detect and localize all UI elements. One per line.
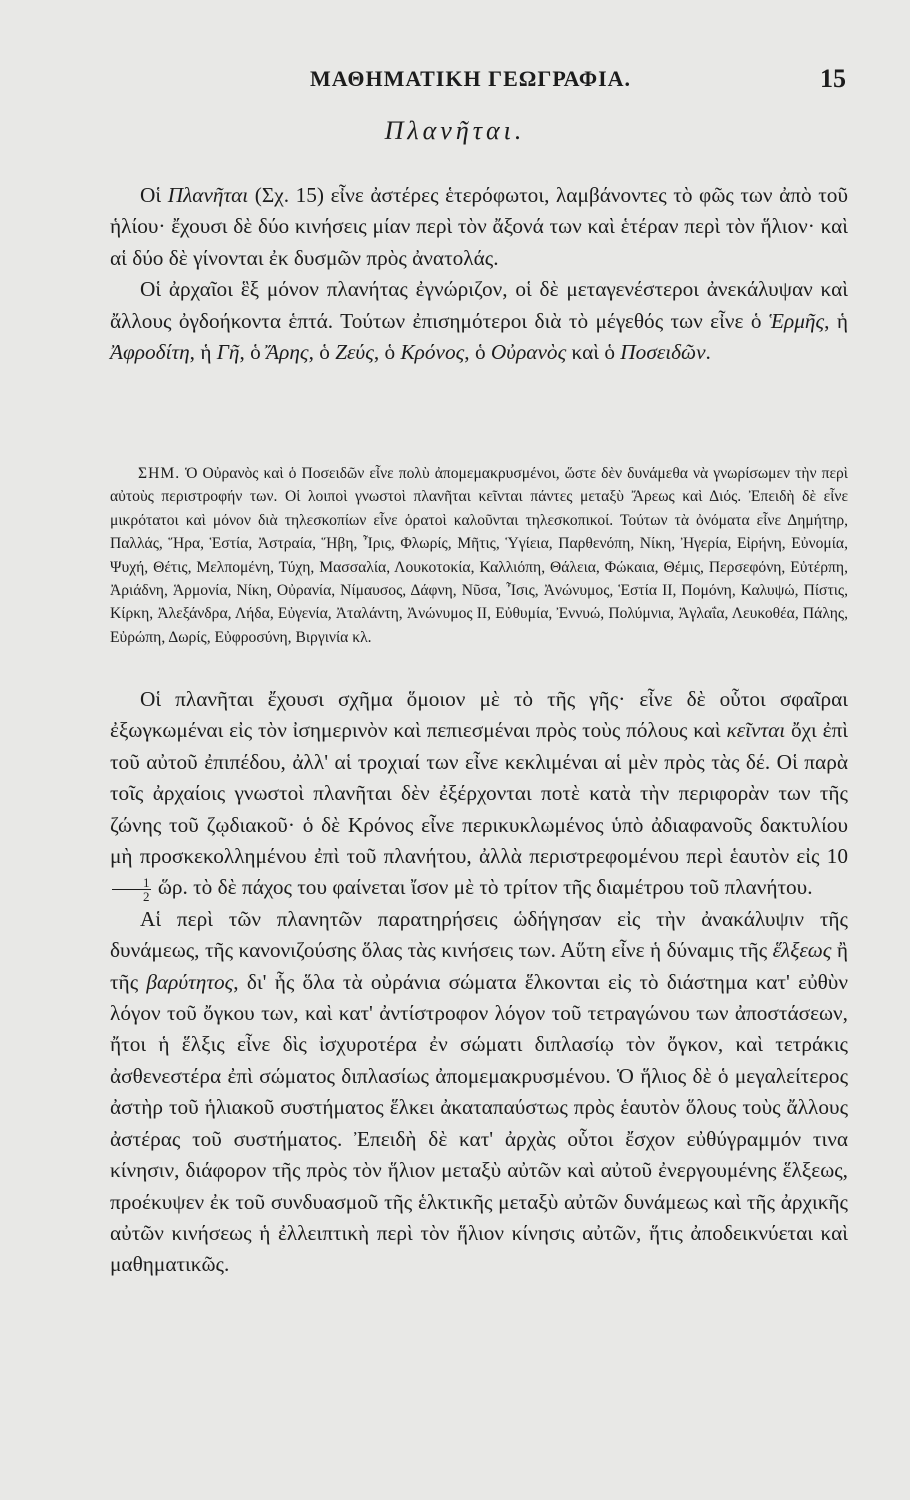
note-label: ΣΗΜ. [138,465,181,482]
italic-term: ἕλξεως [772,938,832,963]
body-text-upper [110,180,848,368]
text-run: Οἱ πλανῆται ἔχουσι σχῆμα ὅμοιον μὲ τὸ τῆς γῆς· εἶνε δὲ οὗτοι σφαῖραι ἐξωγκωμέναι εἰς τὸν ἰσημερινὸν καὶ πεπιεσμέναι πρὸς τοὺς πόλους καὶ [110,687,848,743]
planet-name: Γῆ [216,340,240,365]
text-run: , ὁ [373,340,401,365]
text-run: , ὁ [239,340,267,365]
planet-name: Ποσειδῶν [620,340,706,365]
text-run: Αἱ περὶ τῶν πλανητῶν παρατηρήσεις ὡδήγησαν εἰς τὴν ἀνακάλυψιν τῆς δυνάμεως, τῆς κανονιζούσης ὅλας τὰς κινήσεις των. Αὕτη εἶνε ἡ δύναμις τῆς [110,906,848,963]
fraction [112,876,151,903]
text-run: , ὁ [464,340,491,365]
running-head-title: ΜΑΘΗΜΑΤΙΚΗ ΓΕΩΓΡΑΦΙΑ. [310,66,632,91]
planet-name: Ἄρης [266,340,309,365]
text-run: , ὁ [308,340,336,365]
page-number: 15 [820,64,846,93]
text-run: . [705,340,711,365]
fraction-numerator: 1 [112,876,151,890]
italic-term: βαρύτητος [146,969,234,994]
planet-name: Ζεύς [335,340,374,365]
note-text: Ὁ Οὐρανὸς καὶ ὁ Ποσειδῶν εἶνε πολὺ ἀπομεμακρυσμένοι, ὥστε δὲν δυνάμεθα νὰ γνωρίσωμεν τὴν περὶ αὐτοὺς περιστροφήν των. Οἱ λοιποὶ γνωστοὶ πλανῆται κεῖνται πάντες μεταξὺ Ἄρεως καὶ Διός. Ἐπειδὴ δὲ εἶνε μικρότατοι καὶ μόνον διὰ τηλεσκοπίων εἶνε ὁρατοὶ καλοῦνται τηλεσκοπικοί. Τούτων τὰ ὀνόματα εἶνε Δημήτηρ, Παλλάς, Ἥρα, Ἑστία, Ἀστραία, Ἥβη, Ἶρις, Φλωρίς, Μῆτις, Ὑγίεια, Παρθενόπη, Νίκη, Ἠγερία, Εἰρήνη, Εὐνομία, Ψυχή, Θέτις, Μελπομένη, Τύχη, Μασσαλία, Λουκοτοκία, Καλλιόπη, Θάλεια, Φώκαια, Θέμις, Περσεφόνη, Εὐτέρπη, Ἀριάδνη, Ἁρμονία, Νίκη, Οὐρανία, Νίμαυσος, Δάφνη, Νῦσα, Ἶσις, Ἀνώνυμος, Ἑστία ΙΙ, Πομόνη, Καλυψώ, Πίστις, Κίρκη, Ἀλεξάνδρα, Λήδα, Εὐγενία, Ἀταλάντη, Ἀνώνυμος ΙΙ, Εὐθυμία, Ἐννυώ, Πολύμνια, Ἀγλαΐα, Λευκοθέα, Πάλης, Εὐρώπη, Δωρίς, Εὐφροσύνη, Βιργινία κλ. [110,465,848,646]
italic-term: κεῖνται [726,718,786,743]
planet-name: Οὐρανὸς [490,340,567,365]
text-run: καὶ ὁ [566,340,621,365]
text-run: ὄχι ἐπὶ τοῦ αὐτοῦ ἐπιπέδου, ἀλλ' αἱ τροχιαί των εἶνε κεκλιμέναι αἱ μὲν πρὸς τὰς δέ. Οἱ παρὰ τοῖς ἀρχαίοις γνωστοὶ πλανῆται δὲν ἐξέρχονται ποτὲ κατὰ τὴν περιφορὰν των τῆς ζώνης τοῦ ζῳδιακοῦ· ὁ δὲ Κρόνος εἶνε περικυκλωμένος ὑπὸ ἀδιαφανοῦς δακτυλίου μὴ προσκεκολλημένου ἐπὶ τοῦ πλανήτου, ἀλλὰ περιστρεφομένου περὶ ἑαυτὸν εἰς 10 [110,718,849,869]
paragraph-planet-shape [110,684,848,904]
text-run: Οἱ [140,183,168,207]
planet-name: Ἀφροδίτη [110,340,190,365]
note-paragraph [110,462,848,649]
text-run: ὥρ. τὸ δὲ πάχος του φαίνεται ἴσον μὲ τὸ τρίτον τῆς διαμέτρου τοῦ πλανήτου. [152,875,813,900]
note-block [110,462,848,649]
paragraph-gravitation [110,904,848,1281]
text-run: , δι' ἧς ὅλα τὰ οὐράνια σώματα ἕλκονται εἰς τὸ διάστημα κατ' εὐθὺν λόγον τοῦ ὄγκου των, καὶ κατ' ἀντίστροφον λόγον τοῦ τετραγώνου των ἀποστάσεων, ἤτοι ἡ ἕλξις εἶνε δὶς ἰσχυροτέρα ἐν σώματι διπλασίῳ τὸν ὄγκον, καὶ τετράκις ἀσθενεστέρα ἐπὶ σώματος διπλασίως ἀπομεμακρυσμένου. Ὁ ἥλιος δὲ ὁ μεγαλείτερος ἀστὴρ τοῦ ἡλιακοῦ συστήματος ἕλκει ἀκαταπαύστως πρὸς ἑαυτὸν ὅλους τοὺς ἄλλους ἀστέρας τοῦ συστήματος. Ἐπειδὴ δὲ κατ' ἀρχὰς οὗτοι ἔσχον εὐθύγραμμόν τινα κίνησιν, διάφορον τῆς πρὸς τὸν ἥλιον μεταξὺ αὐτῶν καὶ αὐτοῦ ἐνεργουμένης ἕλξεως, προέκυψεν ἐκ τοῦ συνδυασμοῦ τῆς ἑλκτικῆς μεταξὺ αὐτῶν δυνάμεως καὶ τῆς ἀρχικῆς αὐτῶν κινήσεως ἡ ἐλλειπτικὴ περὶ τὸν ἥλιον κίνησις αὐτῶν, ἥτις ἀποδεικνύεται καὶ μαθηματικῶς. [110,969,848,1277]
fraction-denominator: 2 [143,889,150,905]
planet-name: Ἑρμῆς [768,308,825,333]
running-head [110,66,846,98]
planet-name: Κρόνος [400,340,465,365]
section-title: Πλανῆται. [384,116,526,145]
italic-term: Πλανῆται [167,183,249,207]
text-run: ἢ τῆς [110,938,848,994]
text-run: , ἡ [189,340,217,365]
text-run: (Σχ. 15) εἶνε ἀστέρες ἑτερόφωτοι, λαμβάνοντες τὸ φῶς των ἀπὸ τοῦ ἡλίου· ἔχουσι δὲ δύο κινήσεις μίαν περὶ τὸν ἄξονά των καὶ ἑτέραν περὶ τὸν ἥλιον· καὶ αἱ δύο δὲ γίνονται ἐκ δυσμῶν πρὸς ἀνατολάς. [110,183,848,270]
text-run: Οἱ ἀρχαῖοι ἓξ μόνον πλανήτας ἐγνώριζον, οἱ δὲ μεταγενέστεροι ἀνεκάλυψαν καὶ ἄλλους ὀγδοήκοντα ἑπτά. Τούτων ἐπισημότεροι διὰ τὸ μέγεθός των εἶνε ὁ [110,277,848,333]
body-text-lower [110,684,848,1281]
paragraph-planets-definition [110,180,848,274]
paragraph-major-planets [110,274,848,368]
text-run: , ἡ [824,308,848,333]
